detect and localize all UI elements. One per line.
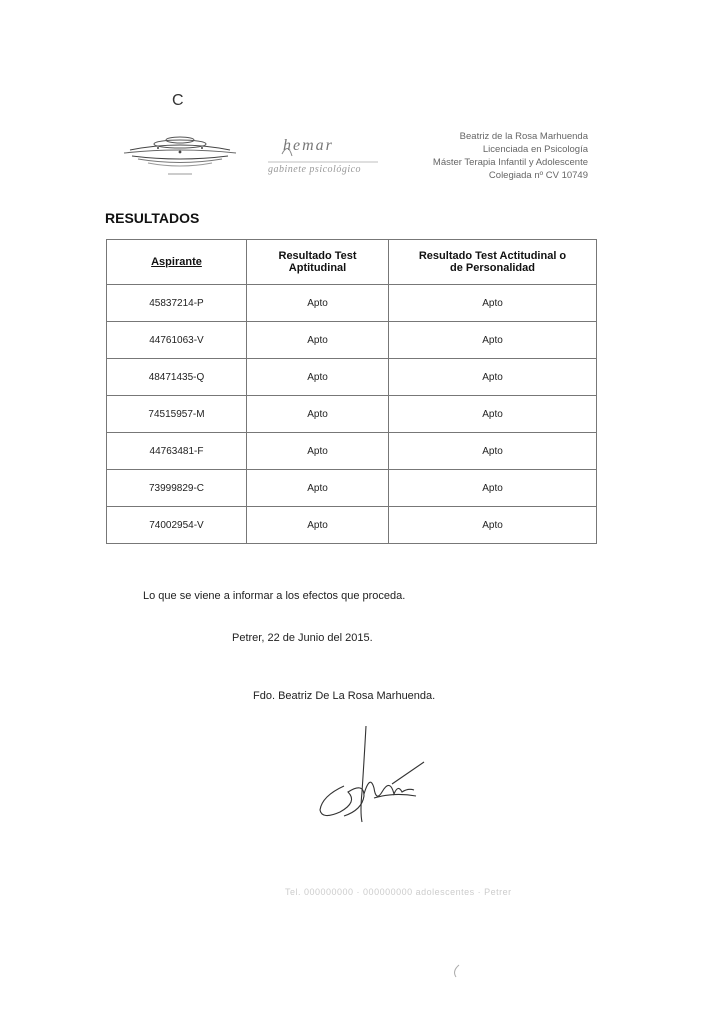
scan-mark-icon [450,963,462,979]
cell-aptitudinal: Apto [246,433,388,470]
cell-aspirante: 44761063-V [107,322,247,359]
footer-contact: Tel. 000000000 · 000000000 adolescentes · Petrer [285,887,512,897]
page-mark: C [172,92,184,109]
cell-actitudinal: Apto [389,359,597,396]
place-date-text: Petrer, 22 de Junio del 2015. [232,632,373,644]
section-title: RESULTADOS [105,210,200,226]
header-aptitudinal-label: Resultado Test Aptitudinal [278,250,357,274]
cell-aptitudinal: Apto [246,507,388,544]
cell-actitudinal: Apto [389,322,597,359]
swirl-logo-icon [118,122,242,180]
brand-subtitle: gabinete psicológico [268,164,362,175]
letterhead [433,130,588,182]
header-aptitudinal [246,240,388,285]
cell-actitudinal: Apto [389,433,597,470]
brand-name: hemar [283,137,334,154]
cell-aptitudinal: Apto [246,359,388,396]
letterhead-license: Colegiada nº CV 10749 [488,170,588,181]
cell-actitudinal: Apto [389,507,597,544]
table-row [107,359,597,396]
signed-by-text: Fdo. Beatriz De La Rosa Marhuenda. [253,690,436,702]
table-row [107,322,597,359]
cell-aspirante: 74515957-M [107,396,247,433]
cell-actitudinal: Apto [389,285,597,322]
signature-icon [304,722,434,832]
letterhead-master: Máster Terapia Infantil y Adolescente [432,157,588,168]
cell-aptitudinal: Apto [246,285,388,322]
table-header-row [107,240,597,285]
statement-text: Lo que se viene a informar a los efectos que proceda. [143,590,406,602]
table-row [107,433,597,470]
table-row [107,285,597,322]
table-row [107,396,597,433]
cell-aptitudinal: Apto [246,470,388,507]
cell-actitudinal: Apto [389,470,597,507]
cell-actitudinal: Apto [389,396,597,433]
cell-aptitudinal: Apto [246,322,388,359]
table-row [107,470,597,507]
table-row [107,507,597,544]
cell-aptitudinal: Apto [246,396,388,433]
cell-aspirante: 74002954-V [107,507,247,544]
header-actitudinal-label: Resultado Test Actitudinal o de Personalidad [418,250,567,274]
results-table [106,239,597,544]
header-aspirante: Aspirante [107,240,247,285]
cell-aspirante: 44763481-F [107,433,247,470]
letterhead-degree: Licenciada en Psicología [482,144,588,155]
header-actitudinal [389,240,597,285]
cell-aspirante: 45837214-P [107,285,247,322]
letterhead-name: Beatriz de la Rosa Marhuenda [459,131,588,142]
cell-aspirante: 73999829-C [107,470,247,507]
cell-aspirante: 48471435-Q [107,359,247,396]
